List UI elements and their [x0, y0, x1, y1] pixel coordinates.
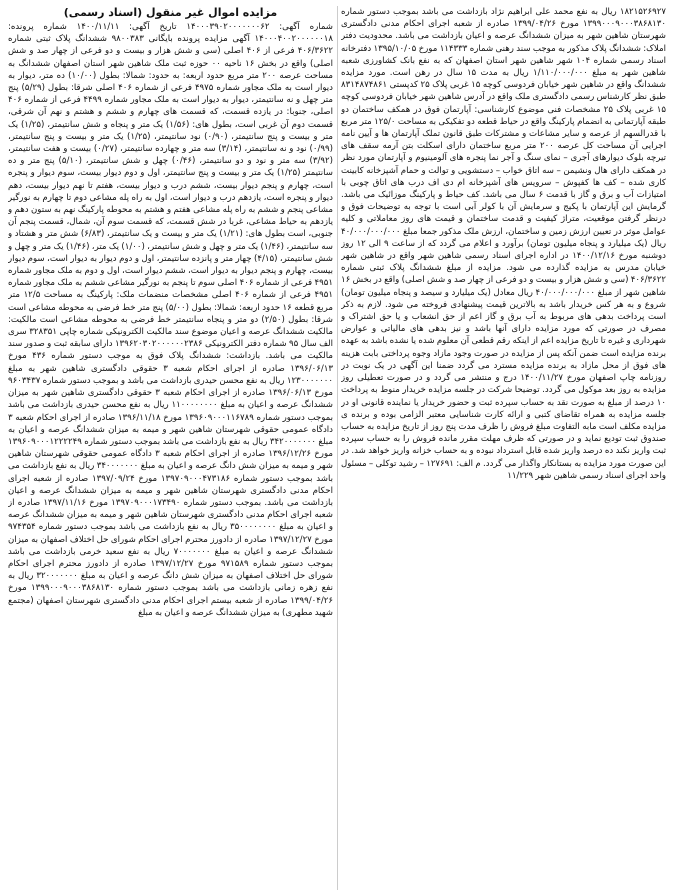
column-divider — [337, 6, 338, 890]
right-column — [341, 6, 666, 890]
right-column-text: ۱۸۲۱۵۲۶۹۲۷ ریال به نفع محمد علی ابراهیم نژاد بازداشت می باشد بموجب دستور شماره ۱۳۹۹۰۰۰۹۰۰۰۳۸۶۸۱۳۰ مورخ ۱۳۹۹/۰۴/۲۶ صادره از شعبه اجرای احکام مدنی دادگستری شهرستان شاهین شهر به میزان ششدانگ عرصه و اعیان بازداشت می باشد. محدودیت دفتر املاک: ششدانگ پلاک مذکور به موجب سند رهنی شماره ۱۱۴۳۳۳ مورخ ۱۳۹۵/۱۰/۰۵ دفترخانه اسناد رسمی شماره ۱۰۴ شهر شاهین شهر استان اصفهان که به نفع بانک کشاورزی شعبه شاهین شهر به مبلغ ۱/۱۱۰/۰۰۰/۰۰۰ ریال به مدت ۱۵ سال در رهن است. مورد مزایده ششدانگ واقع در شاهین شهر خیابان فردوسی کوچه ۱۵ غربی پلاک ۲۵ کدپستی ۸۳۱۴۸۷۴۸۶۱ طبق نظر کارشناس رسمی دادگستری ملک واقع در آدرس شاهین شهر خیابان فردوسی کوچه ۱۵ غربی پلاک ۲۵ مشخصات فنی موضوع کارشناسی: آپارتمان فوق در همکف ساختمان دو طبقه آپارتمانی به انضمام پارکینگ واقع در حیاط قطعه دو تفکیکی به مساحت ۱۲۵/۰ متر مربع با قدرالسهم از عرصه و سایر مشاعات و مشترکات طبق قانون تملک آپارتمان ها و آیین نامه اجرایی آن مساحت کل عرصه ۲۰۰ متر مربع ساختمان دارای اسکلت بتن آرمه سقف های تیرچه بلوک دیوارهای آجری – نمای سنگ و آجر نما پنجره های آلومینیوم و آپارتمان مورد نظر در همکف دارای هال ونشیمن – سه اتاق خواب – دستشویی و توالت و حمام آشپزخانه کابینت کاری شده – کف ها کفپوش – سرویس های آشپزخانه ام دی اف درب های اتاق چوبی با امتیازات آب و برق و گاز با قدمت ۶ سال می باشد. کف حیاط و پارکینگ موزائیک می باشد. گرمایش این آپارتمان با پکیج و سرمایش آن با کولر آبی است با توجه به توضیحات فوق و درنظر گرفتن موقعیت، متراژ کیفیت و قدمت ساختمان و قیمت های روز معاملاتی و کلیه عوامل موثر در تعیین ارزش زمین و ساختمان، ارزش ملک مذکور جمعا مبلغ ۴۰/۰۰۰/۰۰۰/۰۰۰ ریال (یک میلیارد و پنجاه میلیون تومان) برآورد و اعلام می گردد که از ساعت ۹ الی ۱۲ روز دوشنبه مورخ ۱۴۰۰/۱۲/۱۶ در اداره اجرای اسناد رسمی شاهین شهر واقع در شاهین شهر خیابان مدرس به مزایده گذارده می شود. مزایده از مبلغ ششدانگ پلاک ثبتی شماره ۴۰۶/۳۶۲۲ (سی و شش هزار و بیست و دو فرعی از چهار صد و شش اصلی) واقع در بخش ۱۶ شاهین شهر از مبلغ ۴۰/۰۰۰/۰۰۰/۰۰۰ ریال معادل (یک میلیارد و سیصد و پنجاه میلیون تومان) شروع و به هر کس خریدار باشد به بالاترین قیمت پیشنهادی فروخته می شود. لازم به ذکر است پرداخت بدهی های مربوط به آب برق و گاز اعم از حق انشعاب و یا حق اشتراک و مصرف در صورتی که مورد مزایده دارای آنها باشد و نیز بدهی های مالیاتی و عوارض شهرداری و غیره تا تاریخ مزایده اعم از اینکه رقم قطعی آن معلوم شده یا نشده باشد به عهده برنده مزایده است ضمن آنکه پس از مزایده در صورت وجود مازاد وجوه پرداختی بابت هزینه های فوق از محل مازاد به برنده مزایده مسترد می گردد ضمنا این آگهی در یک نوبت در روزنامه چاپ اصفهان مورخ ۱۴۰۰/۱۱/۲۷ درج و منتشر می گردد و در صورت تعطیلی روز مزایده به روز بعد موکول می گردد. توضیحا شرکت در جلسه مزایده خریدار منوط به پرداخت ۱۰ درصد از مبلغ به صورت نقد به حساب سپرده ثبت و حضور خریدار یا نماینده قانونی او در جلسه مزایده به همراه تقاضای کتبی و ارائه کارت شناسایی معتبر الزامی بوده و برنده ی مزایده مکلف است مابه التفاوت مبلغ فروش را ظرف مدت پنج روز از تاریخ مزایده به حساب صندوق ثبت تودیع نماید و در صورتی که ظرف مهلت مقرر مانده فروش را به حساب سپرده ثبت واریز نکند ده درصد واریز شده قابل استرداد نبوده و به حساب خزانه واریز خواهد شد. در این صورت مورد مزایده به بستانکار واگذار می گردد. م الف: ۱۲۷۶۹۱ – رشید توکلی – مسئول واحد اجرای اسناد رسمی شاهین شهر ۱۱/۲۲۹ — [341, 7, 666, 481]
notice-title: مزایده اموال غیر منقول (اسناد رسمی) — [63, 6, 278, 19]
left-column-text: شماره آگهی: ۱۴۰۰۰۳۹۰۲۰۰۰۰۰۰۰۶۲ تاریخ آگهی: ۱۴۰۰/۱۱/۱۱ شماره پرونده: ۱۴۰۰۰۴۰۰۲۰۰۰۰۰۰۱۸ آگهی مزایده پرونده بایگانی ۹۸۰۰۳۸۳ ششدانگ پلاک ثبتی شماره ۴۰۶/۳۶۲۲ فرعی از ۴۰۶ اصلی (سی و شش هزار و بیست و دو فرعی از چهار صد و شش اصلی) واقع در بخش ۱۶ ناحیه ۰۰ حوزه ثبت ملک شاهین شهر استان اصفهان ششدانگ به مساحت عرصه ۲۰۰ متر مربع حدود اربعه: به حدود: شمالا: بطول (۱۰/۰۰) ده متر، دیوار به دیوار است به ملک مجاور شماره ۴۹۷۵ فرعی از شماره ۴۰۶ اصلی شرقا: بطول (۵/۲۹) پنج متر چهل و نه سانتیمتر، دیوار به دیوار است به ملک مجاور شماره ۴۴۹۹ فرعی از شماره ۴۰۶ اصلی، جنوبا: در یازده قسمت، که قسمت های چهارم و ششم و هشتم و نهم آن شرقی، قسمت دوم آن غربی است، بطول های: (۱/۵۶) یک متر و پنجاه و شش سانتیمتر، (۱/۲۵) یک متر و بیست و پنج سانتیمتر، (۰/۹۰) نود سانتیمتر، (۱/۲۵) یک متر و بیست و پنج سانتیمتر، (۰/۹۹) نود و نه سانتیمتر، (۳/۱۴) سه متر و چهارده سانتیمتر، (۰/۲۷) بیست و هفت سانتیمتر، (۳/۹۲) سه متر و نود و دو سانتیمتر، (۰/۴۶) چهل و شش سانتیمتر، (۵/۱۰) پنج متر و ده سانتیمتر (۱/۲۵) یک متر و بیست و پنج سانتیمتر، اول و دوم دیوار بیست، سوم دیوار و پنجره است، چهارم و پنجم دیوار بیست، ششم درب و دیوار بیست، هفتم تا نهم دیوار بیست، دهم دیوار و پنجره است، یازدهم درب و دیوار است، اول به راه پله مشاعی دوم تا چهارم به نورگیر مشاعی پنجم و ششم به راه پله مشاعی هفتم و هشتم به محوطه پارکینگ نهم به ستون دهم و یازدهم به حیاط مشاعی، غربا در شش قسمت، که قسمت سوم آن، شمال، قسمت پنجم آن جنوبی، است بطول های: (۱/۲۱) یک متر و بیست و یک سانتیمتر، (۶/۸۳) شش متر و هشتاد و سه سانتیمتر، (۱/۴۶) یک متر و چهل و شش سانتیمتر، (۱/۰۰) یک متر، (۱/۴۶) یک متر و چهل و شش سانتیمتر، (۴/۱۵) چهار متر و پانزده سانتیمتر، اول و دوم دیوار به دیوار است، سوم دیوار بیست، چهارم و پنجم دیوار به دیوار است، ششم دیوار است، اول و دوم به ملک مجاور شماره ۴۹۵۱ فرعی از شماره ۴۰۶ اصلی سوم تا پنجم به نورگیر مشاعی ششم به ملک مجاور شماره ۴۹۵۱ فرعی از شماره ۴۰۶ اصلی مشخصات منضمات ملک: پارکینگ به مساحت ۱۲/۵ متر مربع قطعه ۱۶ حدود اربعه: شمالا: بطول (۵/۰۰) پنج متر خط فرضی به محوطه مشاعی است شرقا: بطول (۲/۵۰) دو متر و پنجاه سانتیمتر خط فرضی به محوطه مشاعی است مالکیت: مالکیت ششدانگ عرصه و اعیان موضوع سند مالکیت الکترونیکی شماره چاپی ۳۲۸۳۵۱ سری الف سال ۹۵ شماره دفتر الکترونیکی ۱۳۹۶۲۰۳۰۲۰۰۰۰۰۰۲۳۸۶ دارای سابقه ثبت و صدور سند مالکیت می باشد. بازداشت: ششدانگ پلاک فوق به موجب دستور شماره ۴۳۶ مورخ ۱۳۹۶/۰۶/۱۳ صادره از اجرای احکام شعبه ۳ حقوقی دادگستری شاهین شهر به مبلغ ۱۲۳۰۰۰۰۰۰۰ ریال به نفع محسن حیدری بازداشت می باشد و بموجب دستور شماره ۹۶۰۳۴۳۷ مورخ ۱۳۹۶/۰۶/۱۳ صادره از اجرای احکام شعبه ۳ حقوقی دادگستری شاهین شهر به میزان ششدانگ عرصه و اعیان به مبلغ ۱۱۰۰۰۰۰۰۰۰ ریال به نفع محسن حیدری بازداشت می باشد بموجب دستور شماره ۱۳۹۶۰۹۰۰۰۱۱۶۷۸۹ مورخ ۱۳۹۶/۱۱/۱۸ صادره از اجرای احکام شعبه ۳ دادگاه عمومی حقوقی شهرستان شاهین شهر و میمه به میزان ششدانگ عرصه و اعیان به مبلغ ۳۴۲۰۰۰۰۰۰۰ ریال به نفع بازداشت می باشد بموجب دستور شماره ۱۳۹۶۰۹۰۰۰۱۲۲۲۲۴۹ مورخ ۱۳۹۶/۱۲/۲۶ صادره از اجرای احکام شعبه ۳ دادگاه عمومی حقوقی شهرستان شاهین شهر و میمه به میزان شش دانگ عرصه و اعیان به مبلغ ۳۴۰۰۰۰۰۰۰ ریال به نفع بازداشت می باشد بموجب دستور شماره ۱۳۹۷۰۹۰۰۰۴۷۳۱۸۶ مورخ ۱۳۹۷/۰۹/۲۴ صادره از شعبه اجرای احکام مدنی دادگستری شهرستان شاهین شهر و میمه به میزان ششدانگ عرصه و اعیان بازداشت می باشد. بموجب دستور شماره ۱۳۹۷۰۹۰۰۰۱۷۳۴۹۰ مورخ ۱۳۹۷/۱۱/۱۶ صادره از شعبه اجرای احکام مدنی دادگستری شهرستان شاهین شهر و میمه به میزان ششدانگ عرصه و اعیان به مبلغ ۳۵۰۰۰۰۰۰۰۰ ریال به نفع بازداشت می باشد بموجب دستور شماره ۹۷۴۳۵۴ مورخ ۱۳۹۷/۱۲/۲۷ صادره از دادورز محترم اجرای احکام شورای حل اختلاف اصفهان به میزان ششدانگ عرصه و اعیان به مبلغ ۷۰۰۰۰۰۰۰ ریال به نفع سعید خرمی بازداشت می باشد بموجب دستور شماره ۹۷۱۵۸۹ مورخ ۱۳۹۷/۱۲/۲۷ صادره از دادورز محترم اجرای احکام شورای حل اختلاف اصفهان به میزان شش دانگ عرصه و اعیان به مبلغ ۳۲۰۰۰۰۰۰۰ ریال به نفع زهره زمانی بازداشت می باشد بموجب دستور شماره ۱۳۹۹۰۰۰۹۰۰۰۳۸۶۸۱۳۰ مورخ ۱۳۹۹/۰۴/۲۶ صادره از شعبه بیستم اجرای احکام مدنی دادگستری شهرستان اصفهان (مجتمع شهید مطهری) به میزان ششدانگ عرصه و اعیان به مبلغ — [8, 22, 333, 618]
left-column — [8, 6, 333, 890]
